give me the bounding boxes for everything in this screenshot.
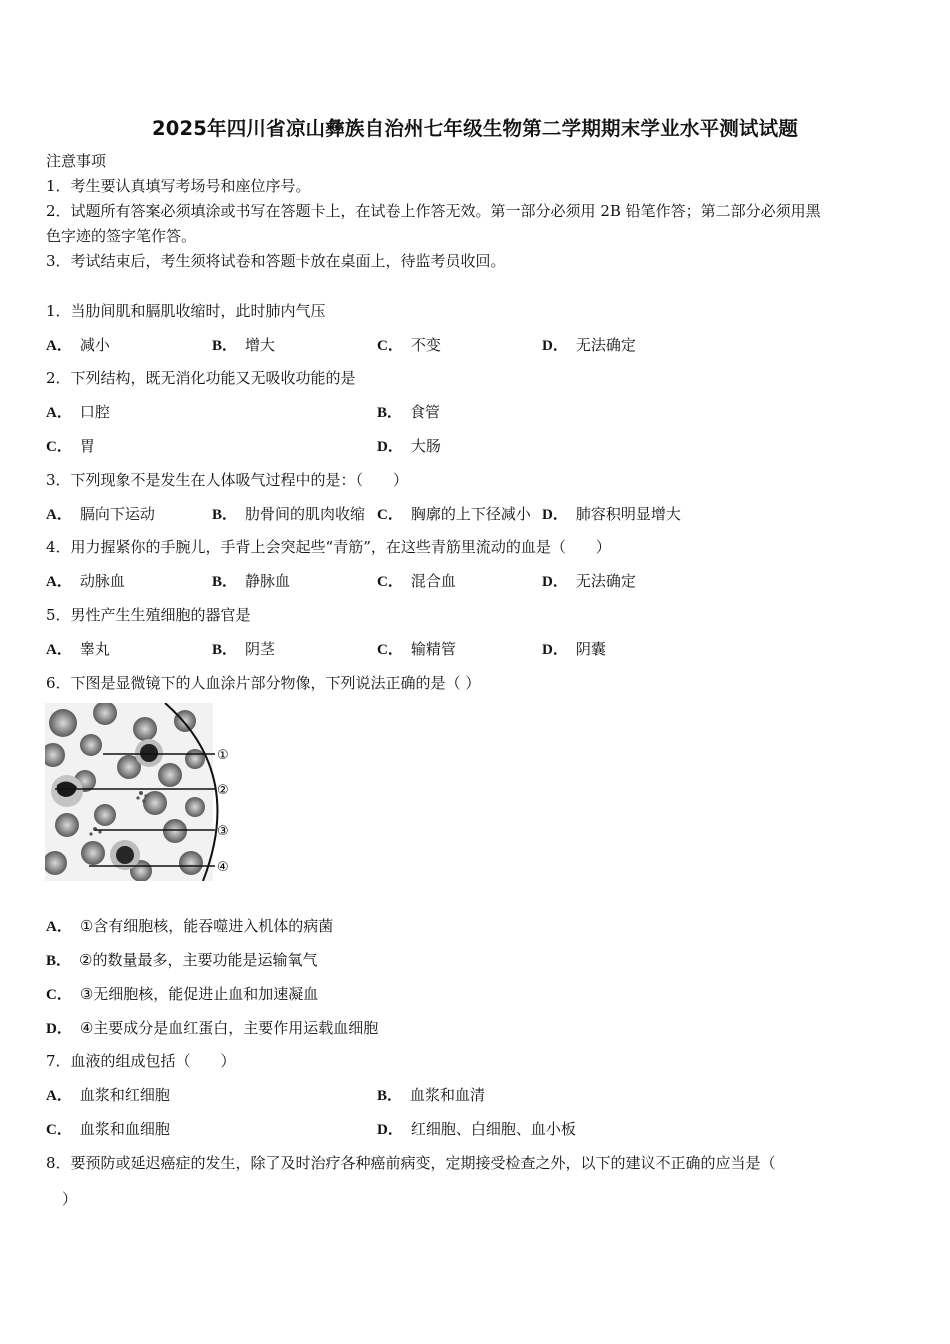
figure-label-4: ④: [217, 860, 229, 875]
option-a: A． 膈向下运动: [46, 505, 155, 523]
question-stem: 6．下图是显微镜下的人血涂片部分物像，下列说法正确的是（ ）: [46, 674, 481, 692]
option-c: C． 不变: [377, 336, 441, 354]
notice-item: 3．考试结束后，考生须将试卷和答题卡放在桌面上，待监考员收回。: [46, 252, 506, 270]
figure-label-1: ①: [217, 748, 229, 763]
figure-label-2: ②: [217, 783, 229, 798]
question-stem: 3．下列现象不是发生在人体吸气过程中的是：（ ）: [46, 471, 409, 489]
option-b: B． 食管: [377, 403, 441, 421]
option-d: D． 无法确定: [542, 336, 636, 354]
option-c: C． 胸廓的上下径减小: [377, 505, 531, 523]
notice-item: 1．考生要认真填写考场号和座位序号。: [46, 177, 311, 195]
option-d: D． ④主要成分是血红蛋白，主要作用运载血细胞: [46, 1019, 379, 1037]
option-d: D． 大肠: [377, 437, 441, 455]
option-a: A． 口腔: [46, 403, 110, 421]
option-d: D． 红细胞、白细胞、血小板: [377, 1120, 576, 1138]
option-d: D． 肺容积明显增大: [542, 505, 681, 523]
option-c: C． 胃: [46, 437, 95, 455]
page-title: 2025年四川省凉山彝族自治州七年级生物第二学期期末学业水平测试试题: [151, 117, 799, 140]
option-d: D． 无法确定: [542, 572, 636, 590]
option-a: A． 减小: [46, 336, 110, 354]
option-c: C． 输精管: [377, 640, 456, 658]
option-a: A． ①含有细胞核，能吞噬进入机体的病菌: [46, 917, 334, 935]
blood-smear-figure: [45, 703, 240, 881]
option-c: C． 混合血: [377, 572, 456, 590]
question-stem: 4．用力握紧你的手腕儿，手背上会突起些“青筋”，在这些青筋里流动的血是（ ）: [46, 538, 611, 556]
figure-label-3: ③: [217, 824, 229, 839]
question-stem: 8．要预防或延迟癌症的发生，除了及时治疗各种癌前病变，定期接受检查之外，以下的建议不正确的应当是（: [46, 1154, 776, 1172]
notice-heading: 注意事项: [46, 152, 107, 170]
question-stem: 1．当肋间肌和膈肌收缩时，此时肺内气压: [46, 302, 326, 320]
option-c: C． ③无细胞核，能促进止血和加速凝血: [46, 985, 319, 1003]
question-stem-continuation: ）: [62, 1190, 78, 1208]
option-c: C． 血浆和血细胞: [46, 1120, 170, 1138]
notice-item: 色字迹的签字笔作答。: [46, 227, 197, 245]
option-a: A． 睾丸: [46, 640, 110, 658]
question-stem: 7．血液的组成包括（ ）: [46, 1052, 236, 1070]
option-b: B． 肋骨间的肌肉收缩: [212, 505, 366, 523]
option-b: B． 阴茎: [212, 640, 276, 658]
option-b: B． 增大: [212, 336, 276, 354]
option-b: B． 血浆和血清: [377, 1086, 486, 1104]
notice-item: 2．试题所有答案必须填涂或书写在答题卡上，在试卷上作答无效。第一部分必须用 2B 铅笔作答；第二部分必须用黑: [46, 202, 821, 220]
option-b: B． ②的数量最多，主要功能是运输氧气: [46, 951, 318, 969]
option-d: D． 阴囊: [542, 640, 606, 658]
question-stem: 5．男性产生生殖细胞的器官是: [46, 606, 251, 624]
option-a: A． 动脉血: [46, 572, 125, 590]
question-stem: 2．下列结构，既无消化功能又无吸收功能的是: [46, 369, 356, 387]
option-a: A． 血浆和红细胞: [46, 1086, 170, 1104]
option-b: B． 静脉血: [212, 572, 291, 590]
